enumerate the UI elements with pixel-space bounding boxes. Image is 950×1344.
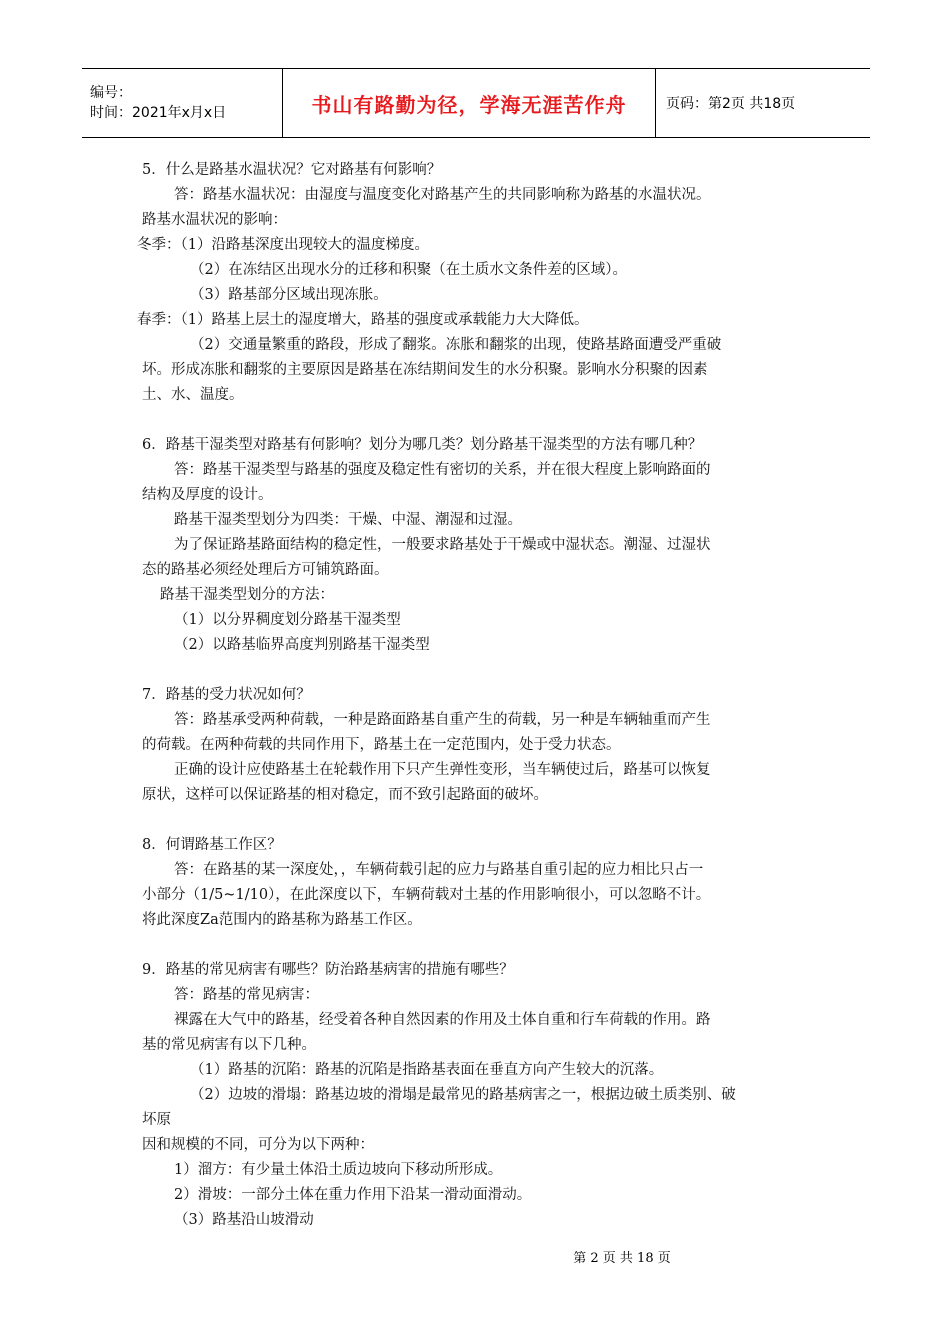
text-line: （2）交通量繁重的路段，形成了翻浆。冻胀和翻浆的出现，使路基路面遭受严重破 [190, 337, 722, 353]
paragraph-gap [142, 933, 812, 958]
paragraph-gap [142, 658, 812, 683]
text-line: 9．路基的常见病害有哪些？防治路基病害的措施有哪些？ [142, 962, 514, 978]
header-motto-cell [282, 69, 656, 137]
text-line: 坏原 [142, 1112, 171, 1128]
header-page-info-cell [656, 69, 795, 137]
text-line: 8．何谓路基工作区？ [142, 837, 282, 853]
text-line: 基的常见病害有以下几种。 [142, 1037, 316, 1053]
text-line: 路基干湿类型划分为四类：干燥、中湿、潮湿和过湿。 [174, 512, 522, 528]
paragraph-gap [142, 808, 812, 833]
page-footer [0, 1247, 950, 1266]
text-line: 坏。形成冻胀和翻浆的主要原因是路基在冻结期间发生的水分积聚。影响水分积聚的因素 [142, 362, 708, 378]
footer-page-number: 第 2 页 共 18 页 [573, 1251, 671, 1266]
text-line: 土、水、温度。 [142, 387, 244, 403]
text-line: 6．路基干湿类型对路基有何影响？划分为哪几类？划分路基干湿类型的方法有哪几种？ [142, 437, 703, 453]
header-page-info: 页码：第2页 共18页 [666, 96, 796, 112]
text-line: （2）边坡的滑塌：路基边坡的滑塌是最常见的路基病害之一，根据边破土质类别、破 [190, 1087, 736, 1103]
text-line: 春季：（1）路基上层土的湿度增大，路基的强度或承载能力大大降低。 [137, 312, 589, 328]
text-line: 正确的设计应使路基土在轮载作用下只产生弹性变形，当车辆使过后，路基可以恢复 [174, 762, 711, 778]
text-line: 态的路基必须经处理后方可铺筑路面。 [142, 562, 389, 578]
text-line: 结构及厚度的设计。 [142, 487, 273, 503]
text-line: 将此深度Za范围内的路基称为路基工作区。 [142, 912, 422, 928]
text-line: 5．什么是路基水温状况？它对路基有何影响？ [142, 162, 442, 178]
text-line: （1）路基的沉陷：路基的沉陷是指路基表面在垂直方向产生较大的沉落。 [190, 1062, 664, 1078]
page-header [82, 68, 870, 138]
text-line: 因和规模的不同，可分为以下两种： [142, 1137, 374, 1153]
text-line: （2）在冻结区出现水分的迁移和积聚（在土质水文条件差的区域）。 [190, 262, 627, 278]
text-line: 答：在路基的某一深度处，，车辆荷载引起的应力与路基自重引起的应力相比只占一 [174, 862, 704, 878]
text-line: 的荷载。在两种荷载的共同作用下，路基土在一定范围内，处于受力状态。 [142, 737, 621, 753]
text-line: （3）路基沿山坡滑动 [174, 1212, 314, 1228]
text-line: 答：路基的常见病害： [174, 987, 319, 1003]
text-line: 1）溜方：有少量土体沿土质边坡向下移动所形成。 [174, 1162, 503, 1178]
header-meta [82, 69, 282, 137]
document-body [137, 158, 812, 1233]
text-line: （2）以路基临界高度判别路基干湿类型 [174, 637, 430, 653]
text-line: 7．路基的受力状况如何？ [142, 687, 311, 703]
text-line: 为了保证路基路面结构的稳定性，一般要求路基处于干燥或中湿状态。潮湿、过湿状 [174, 537, 711, 553]
header-motto: 书山有路勤为径，学海无涯苦作舟 [311, 92, 627, 117]
text-line: 小部分（1/5~1/10），在此深度以下，车辆荷载对土基的作用影响很小，可以忽略不计。 [142, 887, 711, 903]
text-line: 裸露在大气中的路基，经受着各种自然因素的作用及土体自重和行车荷载的作用。路 [174, 1012, 711, 1028]
text-line: 2）滑坡：一部分土体在重力作用下沿某一滑动面滑动。 [174, 1187, 532, 1203]
text-line: （1）以分界稠度划分路基干湿类型 [174, 612, 401, 628]
text-line: 冬季：（1）沿路基深度出现较大的温度梯度。 [137, 237, 429, 253]
text-line: 答：路基承受两种荷载，一种是路面路基自重产生的荷载，另一种是车辆轴重而产生 [174, 712, 711, 728]
paragraph-gap [142, 408, 812, 433]
header-number-label: 编号： [90, 85, 132, 101]
text-line: 答：路基干湿类型与路基的强度及稳定性有密切的关系，并在很大程度上影响路面的 [174, 462, 711, 478]
text-line: 答：路基水温状况：由湿度与温度变化对路基产生的共同影响称为路基的水温状况。 [174, 187, 711, 203]
header-date-label: 时间：2021年x月x日 [90, 105, 227, 121]
text-line: 路基水温状况的影响： [142, 212, 287, 228]
text-line: 原状，这样可以保证路基的相对稳定，而不致引起路面的破坏。 [142, 787, 548, 803]
text-line: （3）路基部分区域出现冻胀。 [190, 287, 388, 303]
text-line: 路基干湿类型划分的方法： [160, 587, 334, 603]
